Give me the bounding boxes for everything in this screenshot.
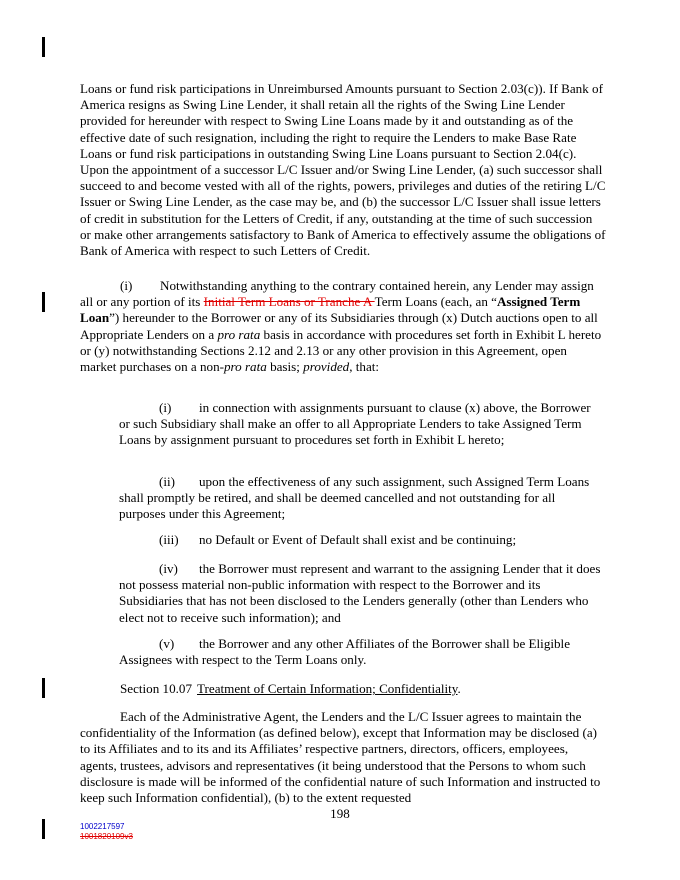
section-heading: Section 10.07 Treatment of Certain Information; Confidentiality. — [120, 681, 461, 696]
document-id-deleted: 1001820109v3 — [80, 832, 133, 841]
paragraph-assignment: (i) Notwithstanding anything to the contrary contained herein, any Lender may assign all or any portion of its Initial Term Loans or Tranche A Term Loans (each, an “Assigned Term Loan”) hereunder to the Borrower or any of its Subsidiaries through (x) Dutch auctions open to all Appropriate Lenders on a pro rata basis in accordance with procedures set forth in Exhibit L hereto or (y) notwithstanding Sections 2.12 and 2.13 or any other provision in this Agreement, open market purchases on a non-pro rata basis; provided, that: — [80, 278, 602, 375]
paragraph-resignation: Loans or fund risk participations in Unreimbursed Amounts pursuant to Section 2.03(c)). If Bank of America resigns as Swing Line Lender, it shall retain all the rights of the Swing Line Lender provided for hereunder with respect to Swing Line Loans made by it and outstanding as of the effective date of such resignation, including the right to require the Lenders to make Base Rate Loans or fund risk participations in outstanding Swing Line Loans pursuant to Section 2.04(c). Upon the appointment of a successor L/C Issuer and/or Swing Line Lender, (a) such successor shall succeed to and become vested with all of the rights, powers, privileges and duties of the retiring L/C Issuer or Swing Line Lender, as the case may be, and (b) the successor L/C Issuer shall issue letters of credit in substitution for the Letters of Credit, if any, outstanding at the time of such succession or make other arrangements satisfactory to Bank of America to effectively assume the obligations of Bank of America with respect to such Letters of Credit. — [80, 81, 606, 259]
change-bar — [42, 37, 45, 57]
document-id: 1002217597 1001820109v3 — [80, 822, 133, 841]
page-number: 198 — [330, 806, 350, 821]
clause-number: (i) — [120, 278, 133, 293]
list-item: (v) the Borrower and any other Affiliates of the Borrower shall be Eligible Assignees with respect to the Term Loans only. — [119, 636, 571, 668]
list-item: (iii) no Default or Event of Default shall exist and be continuing; — [159, 532, 517, 547]
list-item: (iv) the Borrower must represent and warrant to the assigning Lender that it does not possess material non-public information with respect to the Borrower and its Subsidiaries that has not been disclosed to the Lenders generally (other than Lenders who elect not to receive such information); and — [119, 561, 601, 625]
list-item: (i) in connection with assignments pursuant to clause (x) above, the Borrower or such Subsidiary shall make an offer to all Appropriate Lenders to take Assigned Term Loans by assignment pursuant to procedures set forth in Exhibit L hereto; — [119, 400, 591, 448]
defined-term: Assigned Term Loan — [80, 294, 581, 326]
list-item: (ii) upon the effectiveness of any such assignment, such Assigned Term Loans shall promptly be retired, and shall be deemed cancelled and not outstanding for all purposes under this Agreement; — [119, 474, 590, 522]
change-bar — [42, 678, 45, 698]
deleted-text: Initial Term Loans or Tranche A — [203, 294, 375, 310]
change-bar — [42, 292, 45, 312]
paragraph-confidentiality: Each of the Administrative Agent, the Lenders and the L/C Issuer agrees to maintain the confidentiality of the Information (as defined below), except that Information may be disclosed (a) to its Affiliates and to its and its Affiliates’ respective partners, directors, officers, employees, agents, trustees, advisors and representatives (it being understood that the Persons to whom such disclosure is made will be informed of the confidential nature of such Information and instructed to keep such Information confidential), (b) to the extent requested — [80, 709, 601, 806]
section-title: Treatment of Certain Information; Confidentiality — [197, 681, 458, 696]
